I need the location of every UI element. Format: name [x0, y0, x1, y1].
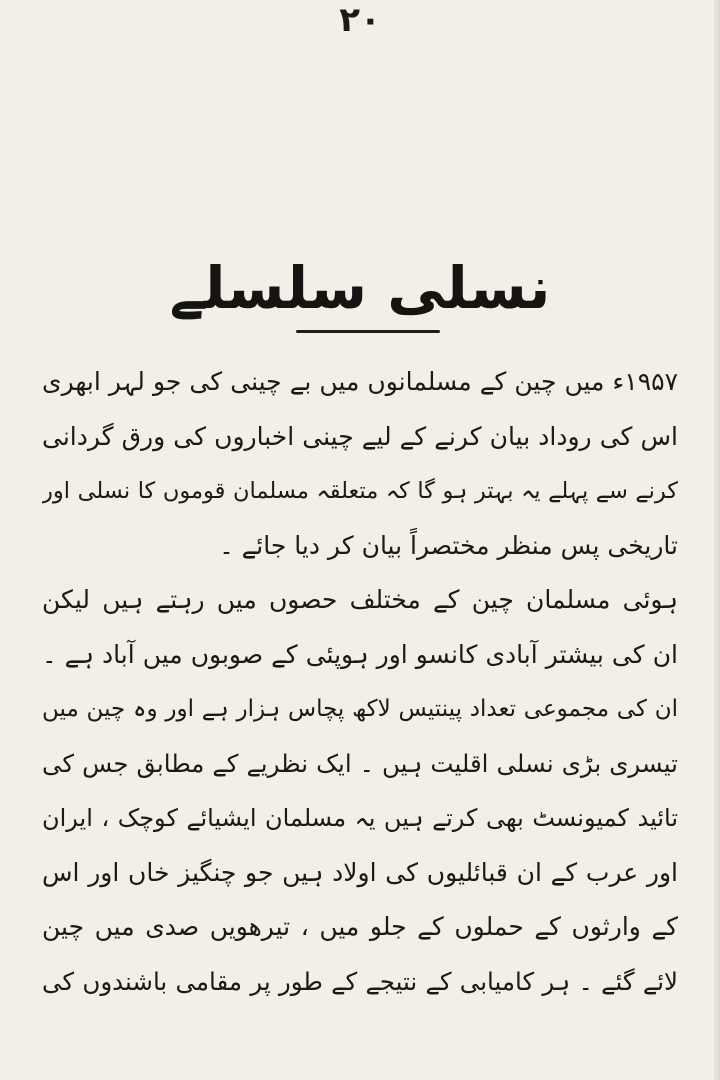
- chapter-heading: نسلی سلسلے: [169, 254, 551, 322]
- text-line: اور عرب کے ان قبائلیوں کی اولاد ہیں جو چنگیز خاں اور اس: [42, 857, 678, 887]
- text-line: تائید کمیونسٹ بھی کرتے ہیں یہ مسلمان ایشیائے کوچک ، ایران: [42, 804, 678, 832]
- text-line-last: تاریخی پس منظر مختصراً بیان کر دیا جائے ۔: [219, 530, 678, 560]
- text-line: ان کی مجموعی تعداد پینتیس لاکھ پچاس ہزار ہے اور وہ چین میں: [42, 696, 678, 722]
- text-line: ۱۹۵۷ء میں چین کے مسلمانوں میں بے چینی کی جو لہر ابھری: [42, 367, 678, 396]
- text-line: کرنے سے پہلے یہ بہتر ہو گا کہ متعلقہ مسلمان قوموں کا نسلی اور: [42, 478, 678, 504]
- body-text: [42, 355, 678, 1009]
- text-line: لائے گئے ۔ ہر کامیابی کے نتیجے کے طور پر مقامی باشندوں کی: [42, 966, 678, 996]
- heading-underline: [296, 330, 440, 333]
- text-line: اس کی روداد بیان کرنے کے لیے چینی اخباروں کی ورق گردانی: [42, 421, 678, 451]
- text-line: تیسری بڑی نسلی اقلیت ہیں ۔ ایک نظریے کے مطابق جس کی: [42, 748, 678, 778]
- scan-edge: [714, 0, 720, 1080]
- page-number: ۲۰: [339, 0, 381, 40]
- text-line: ان کی بیشتر آبادی کانسو اور ہوپئی کے صوبوں میں آباد ہے ۔: [42, 639, 678, 669]
- text-line: ہوئی مسلمان چین کے مختلف حصوں میں رہتے ہیں لیکن: [42, 585, 678, 614]
- text-line: کے وارثوں کے حملوں کے جلو میں ، تیرھویں صدی میں چین: [42, 912, 678, 941]
